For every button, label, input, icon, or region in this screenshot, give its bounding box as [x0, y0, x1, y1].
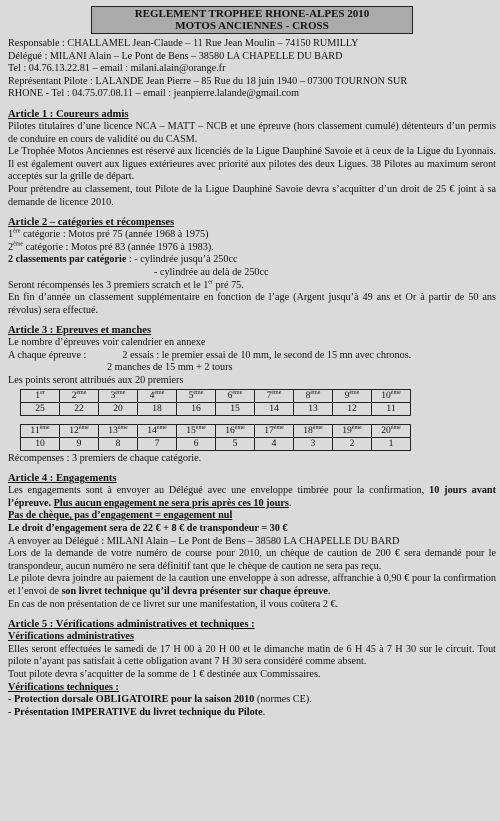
- article-4-p1: Les engagements sont à envoyer au Délégué avec une enveloppe timbrée pour la confirmation, 10 jours avant l’épreuve. Plus aucun engagement ne sera pris après ces 10 jours.: [8, 485, 496, 509]
- points-cell: 25: [21, 402, 60, 415]
- points-cell: 5: [216, 437, 255, 450]
- manches-line: 2 manches de 15 mm + 2 tours: [107, 362, 233, 374]
- rank-cell: 12ème: [60, 424, 99, 437]
- essais-line: A chaque épreuve : 2 essais : le premier essai de 10 mm, le second de 15 mn avec chronos.: [8, 349, 412, 361]
- verif-tech-heading: Vérifications techniques :: [8, 681, 119, 693]
- article-2-heading: Article 2 – catégories et récompenses: [8, 217, 175, 229]
- rank-cell: 8ème: [294, 389, 333, 402]
- points-cell: 22: [60, 402, 99, 415]
- points-cell: 8: [99, 437, 138, 450]
- article-4-heading: Article 4 : Engagements: [8, 473, 117, 485]
- ranks-row-1: [21, 389, 411, 402]
- category-1: 1ère catégorie : Motos pré 75 (année 1968 à 1975): [8, 228, 209, 241]
- article-4-enveloppe: Le pilote devra joindre au paiement de la caution une enveloppe à son adresse, affranchie à 0,90 € pour la confirmation et l’envoi de son livret technique qu’il devra présenter sur chaque épreuve.: [8, 573, 496, 597]
- rank-cell: 11ème: [21, 424, 60, 437]
- droit-engagement: Le droit d’engagement sera de 22 € + 8 € de transpondeur = 30 €: [8, 523, 288, 535]
- points-cell: 1: [372, 437, 411, 450]
- verif-tech-1: - Protection dorsale OBLIGATOIRE pour la saison 2010 (normes CE).: [8, 694, 312, 706]
- rank-cell: 10ème: [372, 389, 411, 402]
- livret-cost: En cas de non présentation de ce livret sur une manifestation, il vous coûtera 2 €.: [8, 598, 339, 610]
- rank-cell: 1er: [21, 389, 60, 402]
- rank-cell: 15ème: [177, 424, 216, 437]
- verif-admin-p1: Elles seront effectuées le samedi de 17 H 00 à 20 H 00 et le dimanche matin de 6 H 45 à 7 H 30 sur le circuit. Tout pilote n’ayant pas satisfait à cette obligation avant 7 H 30 sera considéré comme absent.: [8, 643, 496, 668]
- points-table-2: [20, 424, 411, 451]
- ranks-row-2: [21, 424, 411, 437]
- rewards: Seront récompensés les 3 premiers scratch et le 1er pré 75.: [8, 279, 244, 291]
- points-row-2: [21, 437, 411, 450]
- contacts-block: [8, 38, 496, 101]
- points-cell: 7: [138, 437, 177, 450]
- classement-b: - cylindrée au delà de 250cc: [154, 266, 269, 278]
- article-1-p1: Pilotes titulaires d’une licence NCA – MATT – NCB et une épreuve (hors classement cumulé) détenteurs d’un permis de conduire en cours de validité ou du CASM.: [8, 120, 496, 145]
- points-cell: 4: [255, 437, 294, 450]
- points-cell: 18: [138, 402, 177, 415]
- article-4-caution: Lors de la demande de votre numéro de course pour 2010, un chèque de caution de 200 € sera demandé pour le transpondeur, aucun numéro ne sera définitif tant que le chèque de caution ne sera pas reçu.: [8, 548, 496, 572]
- rank-cell: 17ème: [255, 424, 294, 437]
- points-cell: 15: [216, 402, 255, 415]
- title-line-2: MOTOS ANCIENNES - CROSS: [175, 20, 329, 32]
- rank-cell: 14ème: [138, 424, 177, 437]
- contact-tel: Tel : 04.76.13.22.81 – email : milani.alain@orange.fr: [8, 63, 226, 75]
- contact-responsable: Responsable : CHALLAMEL Jean-Claude – 11 Rue Jean Moulin – 74150 RUMILLY: [8, 38, 359, 49]
- points-cell: 3: [294, 437, 333, 450]
- title-line-1: REGLEMENT TROPHEE RHONE-ALPES 2010: [134, 8, 370, 20]
- article-1-p3: Pour prétendre au classement, tout Pilote de la Ligue Dauphiné Savoie devra s’acquitter d’un droit de 25 € joint à sa demande de licence 2010.: [8, 183, 496, 208]
- rank-cell: 13ème: [99, 424, 138, 437]
- article-5-heading: Article 5 : Vérifications administratives et techniques :: [8, 619, 255, 631]
- contact-delegue: Délégué : MILANI Alain – Le Pont de Bens – 38580 LA CHAPELLE DU BARD: [8, 50, 343, 62]
- rank-cell: 7ème: [255, 389, 294, 402]
- title-box: [91, 6, 413, 34]
- points-cell: 12: [333, 402, 372, 415]
- rank-cell: 3ème: [99, 389, 138, 402]
- age-classement: En fin d’année un classement supplémentaire en fonction de l’age (Argent jusqu’à 49 ans et Or à partir de 50 ans révolus) sera effectué.: [8, 292, 496, 316]
- points-intro: Les points seront attribués aux 20 premiers: [8, 375, 184, 387]
- points-cell: 6: [177, 437, 216, 450]
- rank-cell: 2ème: [60, 389, 99, 402]
- points-cell: 2: [333, 437, 372, 450]
- points-cell: 11: [372, 402, 411, 415]
- no-cheque: Pas de chèque, pas d’engagement = engagement nul: [8, 510, 233, 522]
- contact-representant: Représentant Pilote : LALANDE Jean Pierre – 85 Rue du 18 juin 1940 – 07300 TOURNON SUR: [8, 75, 408, 87]
- points-cell: 10: [21, 437, 60, 450]
- points-table-1: [20, 389, 411, 416]
- contact-representant-tel: RHONE - Tel : 04.75.07.08.11 – email : jeanpierre.lalande@gmail.com: [8, 88, 300, 100]
- classements: 2 classements par catégorie : - cylindrée jusqu’à 250cc: [8, 254, 238, 266]
- rank-cell: 9ème: [333, 389, 372, 402]
- article-1-heading: Article 1 : Coureurs admis: [8, 108, 129, 120]
- article-1-p2: Le Trophée Motos Anciennes est réservé aux licenciés de la Ligue Dauphiné Savoie et à ceux de la Ligue du Lyonnais. Il est également ouvert aux ligues extérieures avec priorité aux pilotes des deux Ligues. 38 Pilotes au maximum seront acceptés sur la grille de départ.: [8, 146, 496, 183]
- rank-cell: 4ème: [138, 389, 177, 402]
- points-cell: 9: [60, 437, 99, 450]
- rank-cell: 16ème: [216, 424, 255, 437]
- points-cell: 13: [294, 402, 333, 415]
- article-3-heading: Article 3 : Epreuves et manches: [8, 325, 152, 337]
- rank-cell: 5ème: [177, 389, 216, 402]
- verif-admin-heading: Vérifications administratives: [8, 631, 134, 643]
- verif-tech-2: - Présentation IMPERATIVE du livret technique du Pilote.: [8, 706, 266, 718]
- category-2: 2ème catégorie : Motos pré 83 (année 1976 à 1983).: [8, 241, 214, 253]
- verif-admin-p2: Tout pilote devra s’acquitter de la somme de 1 € destinée aux Commissaires.: [8, 668, 321, 680]
- rank-cell: 19ème: [333, 424, 372, 437]
- rank-cell: 6ème: [216, 389, 255, 402]
- envoi-delegue: A envoyer au Délégué : MILANI Alain – Le Pont de Bens – 38580 LA CHAPELLE DU BARD: [8, 535, 400, 547]
- rank-cell: 20ème: [372, 424, 411, 437]
- recompenses: Récompenses : 3 premiers de chaque catégorie.: [8, 452, 202, 464]
- points-cell: 16: [177, 402, 216, 415]
- points-row-1: [21, 402, 411, 415]
- points-cell: 14: [255, 402, 294, 415]
- points-cell: 20: [99, 402, 138, 415]
- rank-cell: 18ème: [294, 424, 333, 437]
- nombre-epreuves: Le nombre d’épreuves voir calendrier en annexe: [8, 337, 206, 349]
